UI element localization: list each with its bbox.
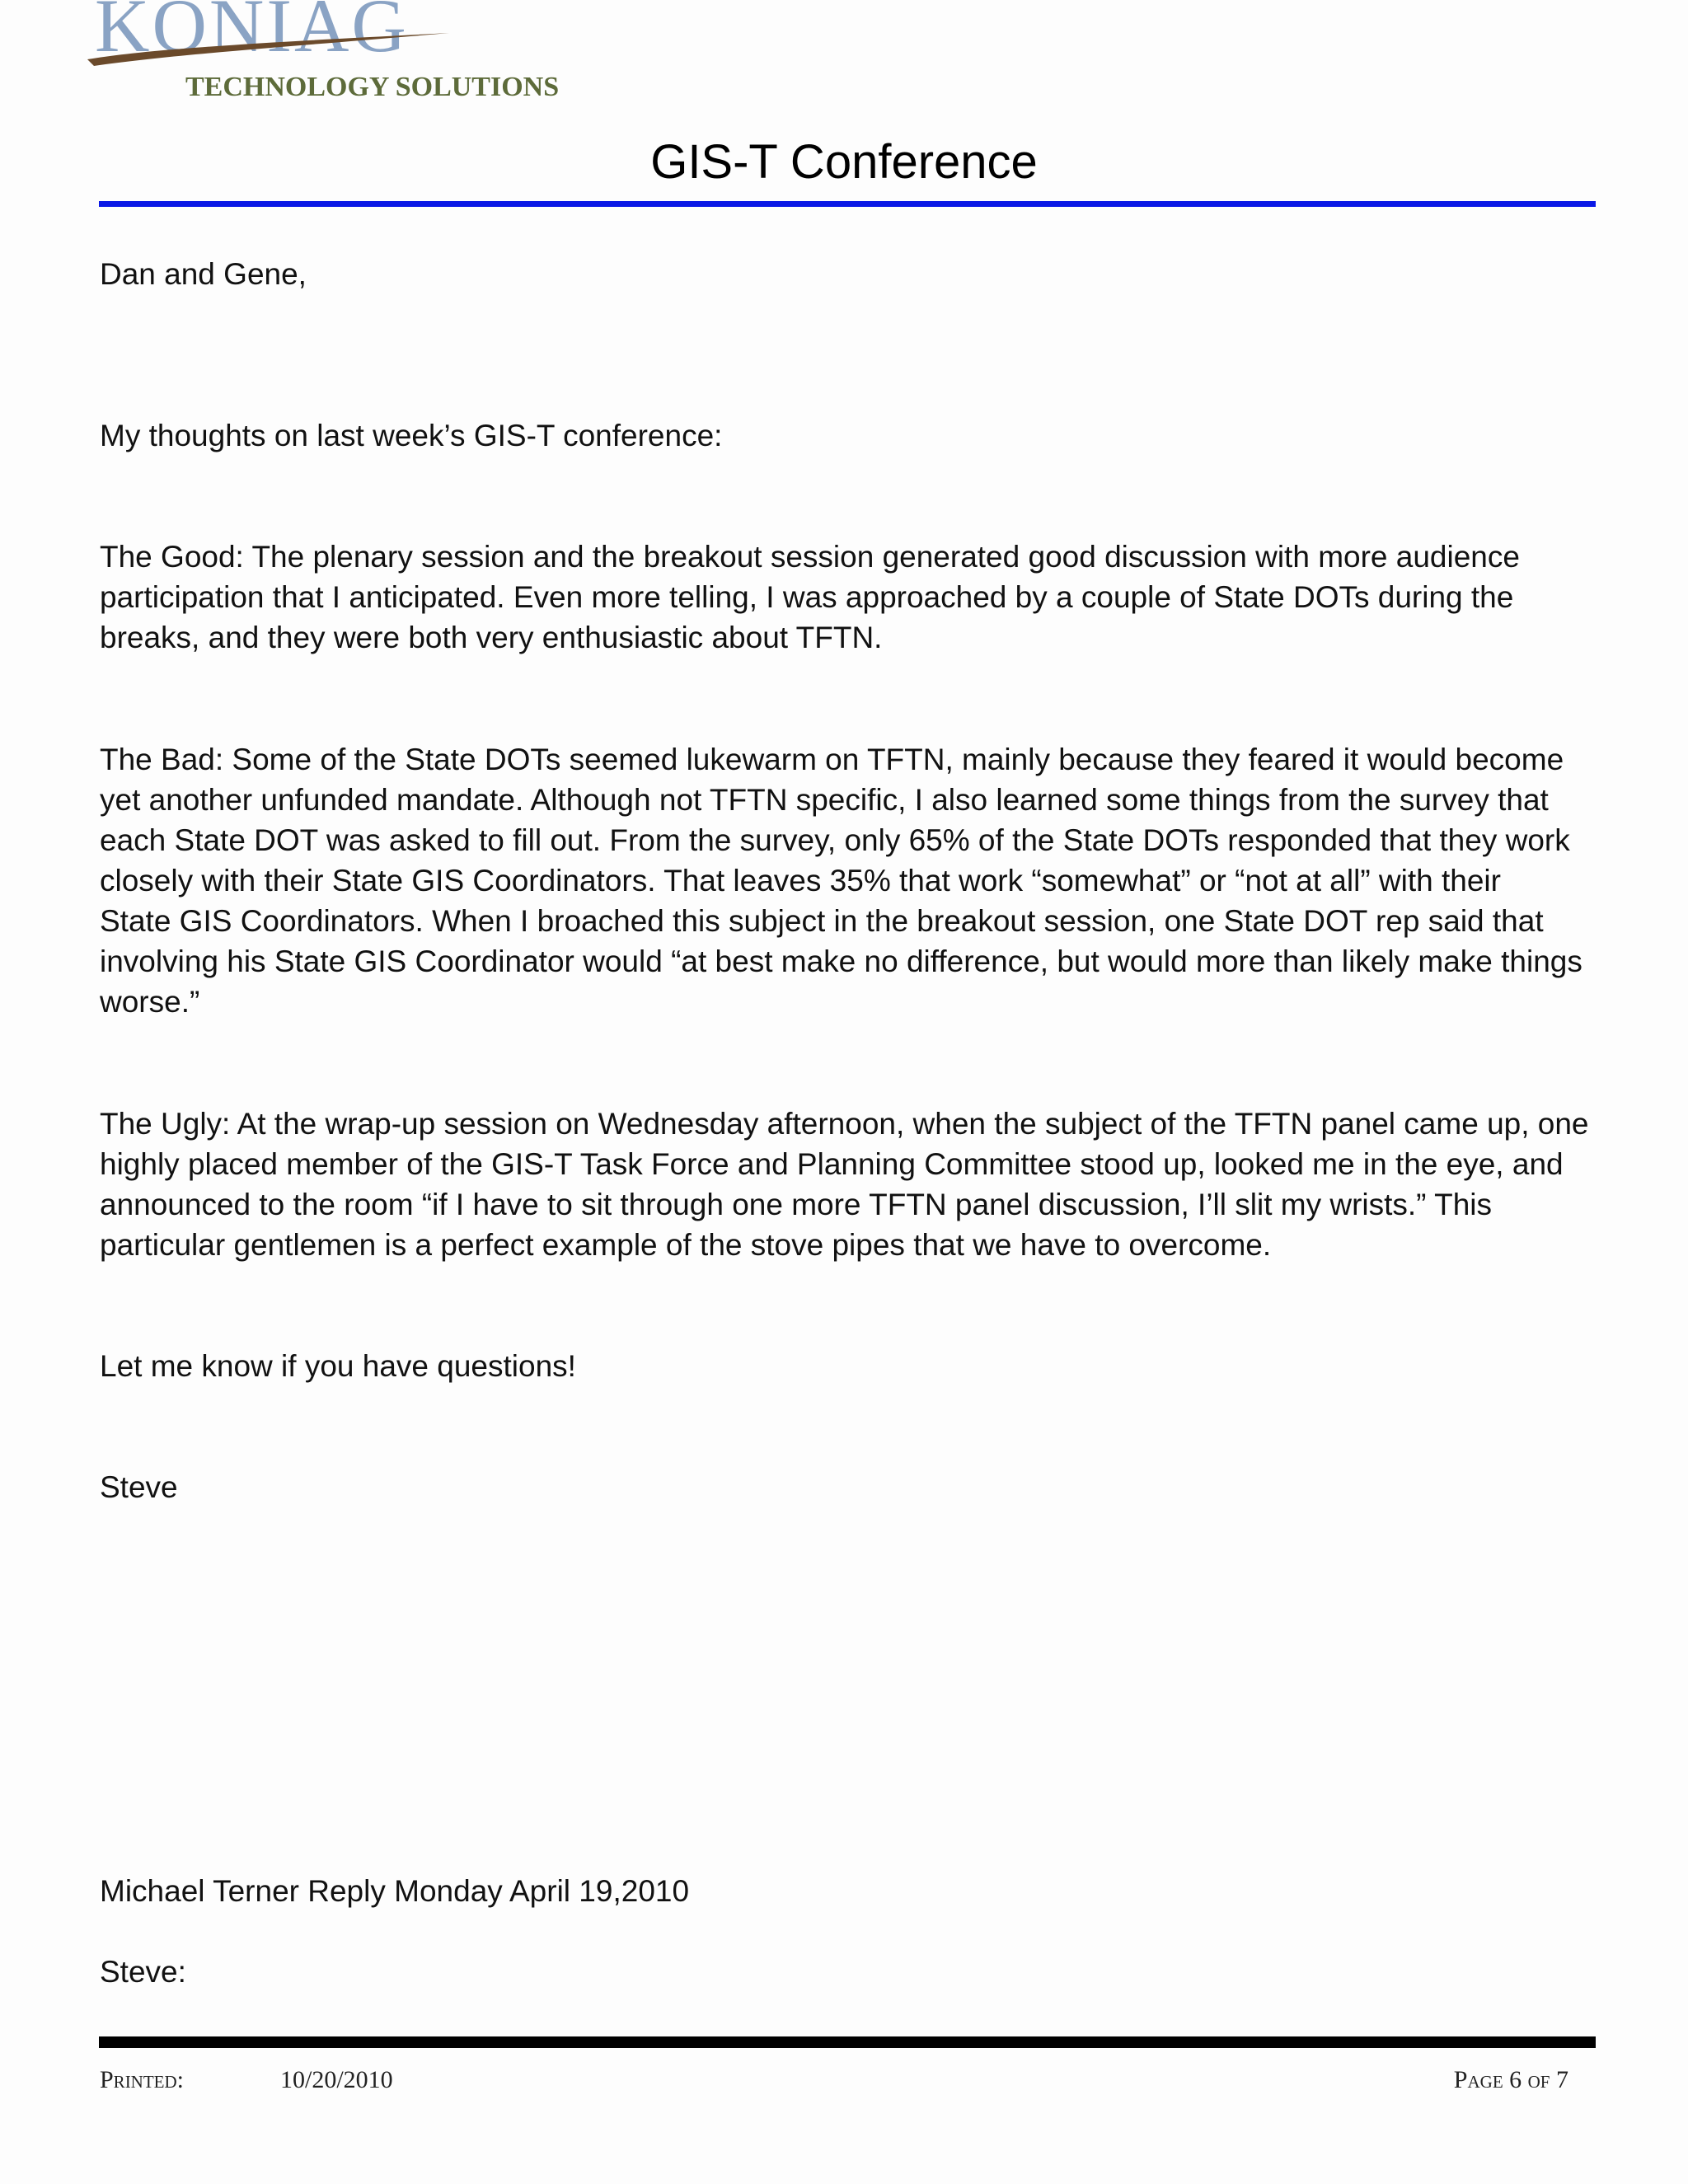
good-paragraph: The Good: The plenary session and the breakout session generated good discussion with more audience participation that I anticipated. Even more telling, I was approached by a couple of State DOTs during the breaks, and they were both very enthusiastic about TFTN.	[100, 540, 1520, 654]
footer-printed-date: 10/20/2010	[280, 2066, 393, 2093]
intro-paragraph: My thoughts on last week’s GIS-T conference:	[100, 419, 723, 452]
logo-tagline-text: TECHNOLOGY SOLUTIONS	[185, 72, 560, 102]
signature-name: Steve	[100, 1470, 178, 1504]
footer-page-number: Page 6 of 7	[1453, 2066, 1568, 2093]
logo-name-text: KONIAG	[95, 0, 409, 68]
title-divider	[99, 201, 1596, 207]
ugly-paragraph: The Ugly: At the wrap-up session on Wednesday afternoon, when the subject of the TFTN panel came up, one highly placed member of the GIS-T Task Force and Planning Committee stood up, looked me in the eye, and announced to the room “if I have to sit through one more TFTN panel discussion, I’ll slit my wrists.” This particular gentlemen is a perfect example of the stove pipes that we have to overcome.	[100, 1107, 1589, 1262]
bad-paragraph: The Bad: Some of the State DOTs seemed lukewarm on TFTN, mainly because they feared it would become yet another unfunded mandate. Although not TFTN specific, I also learned some things from the survey that each State DOT was asked to fill out. From the survey, only 65% of the State DOTs responded that they work closely with their State GIS Coordinators. That leaves 35% that work “somewhat” or “not at all” with their State GIS Coordinators. When I broached this subject in the breakout session, one State DOT rep said that involving his State GIS Coordinator would “at best make no difference, but would more than likely make things worse.”	[100, 743, 1582, 1019]
document-title: GIS-T Conference	[650, 135, 1038, 189]
reply-salutation: Steve:	[100, 1955, 186, 1989]
koniag-logo	[82, 0, 577, 107]
footer-printed-label: Printed:	[100, 2066, 185, 2093]
footer-divider	[99, 2036, 1596, 2048]
koniag-logo-graphic	[82, 0, 577, 107]
salutation: Dan and Gene,	[100, 257, 307, 291]
closing-line: Let me know if you have questions!	[100, 1349, 576, 1383]
reply-header: Michael Terner Reply Monday April 19,2010	[100, 1874, 690, 1908]
